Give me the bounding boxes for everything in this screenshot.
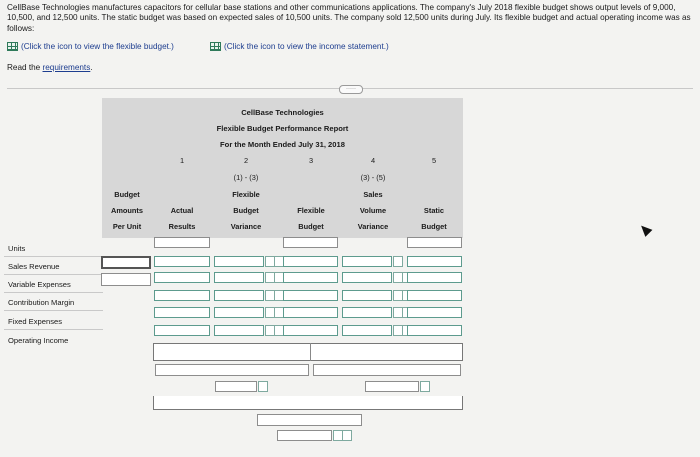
cm-static-input[interactable]	[407, 290, 462, 301]
static-total-bracket	[153, 396, 463, 410]
sales-salesvar-input[interactable]	[342, 256, 392, 267]
static-total-type[interactable]	[342, 430, 352, 441]
formula-col4: (3) - (5)	[360, 173, 386, 182]
row-divider	[4, 292, 103, 293]
hdr-salesvar-1: Sales	[363, 190, 383, 199]
hdr-budget-1: Budget	[114, 190, 140, 199]
variable-flexvar-input[interactable]	[214, 272, 264, 283]
formula-col2: (1) - (3)	[233, 173, 259, 182]
problem-intro: CellBase Technologies manufactures capacitors for cellular base stations and other communications applications. The company's July 2018 flexible budget shows output levels of 9,000, 10,500, and 12,500 units. The static budget was based on expected sales of 10,500 units. The company sold 12,500 units during July. Its flexible budget and actual operating income was as follows:	[7, 3, 691, 33]
row-divider	[4, 310, 103, 311]
flexvar-total-type[interactable]	[258, 381, 268, 392]
row-label-units: Units	[8, 244, 26, 253]
report-header	[102, 98, 463, 238]
cm-flexvar-input[interactable]	[214, 290, 264, 301]
hdr-salesvar-2: Volume	[359, 206, 387, 215]
sales-actual-input[interactable]	[154, 256, 210, 267]
sales-flexvar-input[interactable]	[214, 256, 264, 267]
sales-salesvar-type[interactable]	[393, 256, 403, 267]
oi-actual-input[interactable]	[154, 325, 210, 336]
hdr-flexvar-1: Flexible	[232, 190, 260, 199]
row-divider	[4, 329, 103, 330]
more-button[interactable]: ·····	[339, 85, 363, 94]
variable-per-unit-input[interactable]	[101, 273, 151, 286]
read-requirements: Read the requirements.	[7, 63, 93, 72]
salesvar-total-type[interactable]	[420, 381, 430, 392]
table-icon[interactable]	[210, 42, 221, 51]
hdr-flexvar-3: Variance	[230, 222, 262, 231]
static-total-amount[interactable]	[277, 430, 332, 441]
total-variance-bar	[153, 343, 463, 361]
sales-flexible-input[interactable]	[283, 256, 338, 267]
cm-salesvar-input[interactable]	[342, 290, 392, 301]
flexvar-total-input[interactable]	[155, 364, 309, 376]
units-actual-input[interactable]	[154, 237, 210, 248]
row-divider	[4, 256, 103, 257]
fixed-flexible-input[interactable]	[283, 307, 338, 318]
fixed-flexvar-input[interactable]	[214, 307, 264, 318]
row-label-operating-income: Operating Income	[8, 336, 69, 345]
hdr-static-2: Budget	[421, 222, 447, 231]
oi-static-input[interactable]	[407, 325, 462, 336]
col-number-4: 4	[370, 156, 376, 165]
cm-actual-input[interactable]	[154, 290, 210, 301]
col-number-1: 1	[179, 156, 185, 165]
bar-divider	[310, 343, 311, 361]
salesvar-total-input[interactable]	[313, 364, 461, 376]
flexible-budget-link[interactable]: (Click the icon to view the flexible budget.)	[7, 42, 174, 51]
requirements-link[interactable]: requirements	[42, 63, 91, 72]
hdr-flexvar-2: Budget	[233, 206, 259, 215]
oi-flexvar-input[interactable]	[214, 325, 264, 336]
hdr-flexible-1: Flexible	[297, 206, 325, 215]
variable-static-input[interactable]	[407, 272, 462, 283]
col-number-5: 5	[431, 156, 437, 165]
static-total-label-input[interactable]	[257, 414, 362, 426]
row-label-variable-expenses: Variable Expenses	[8, 280, 71, 289]
row-label-contribution-margin: Contribution Margin	[8, 298, 75, 307]
report-title: Flexible Budget Performance Report	[216, 124, 349, 133]
variable-salesvar-input[interactable]	[342, 272, 392, 283]
oi-salesvar-input[interactable]	[342, 325, 392, 336]
variable-actual-input[interactable]	[154, 272, 210, 283]
hdr-static-1: Static	[423, 206, 445, 215]
col-number-3: 3	[308, 156, 314, 165]
flexvar-total-amount[interactable]	[215, 381, 257, 392]
oi-flexible-input[interactable]	[283, 325, 338, 336]
hdr-salesvar-3: Variance	[357, 222, 389, 231]
income-statement-link[interactable]: (Click the icon to view the income statement.)	[210, 42, 389, 51]
hdr-budget-3: Per Unit	[112, 222, 142, 231]
hdr-flexible-2: Budget	[298, 222, 324, 231]
fixed-salesvar-input[interactable]	[342, 307, 392, 318]
salesvar-total-amount[interactable]	[365, 381, 419, 392]
table-icon[interactable]	[7, 42, 18, 51]
mouse-cursor-icon	[638, 222, 653, 237]
row-divider	[4, 274, 103, 275]
hdr-actual-2: Results	[168, 222, 196, 231]
company-name: CellBase Technologies	[241, 108, 324, 117]
variable-flexible-input[interactable]	[283, 272, 338, 283]
units-static-input[interactable]	[407, 237, 462, 248]
col-number-2: 2	[243, 156, 249, 165]
fixed-actual-input[interactable]	[154, 307, 210, 318]
report-period: For the Month Ended July 31, 2018	[220, 140, 345, 149]
hdr-actual-1: Actual	[170, 206, 194, 215]
row-label-sales-revenue: Sales Revenue	[8, 262, 60, 271]
fixed-static-input[interactable]	[407, 307, 462, 318]
units-flexible-input[interactable]	[283, 237, 338, 248]
cm-flexible-input[interactable]	[283, 290, 338, 301]
sales-per-unit-input[interactable]	[101, 256, 151, 269]
row-label-fixed-expenses: Fixed Expenses	[8, 317, 63, 326]
sales-static-input[interactable]	[407, 256, 462, 267]
hdr-budget-2: Amounts	[110, 206, 144, 215]
